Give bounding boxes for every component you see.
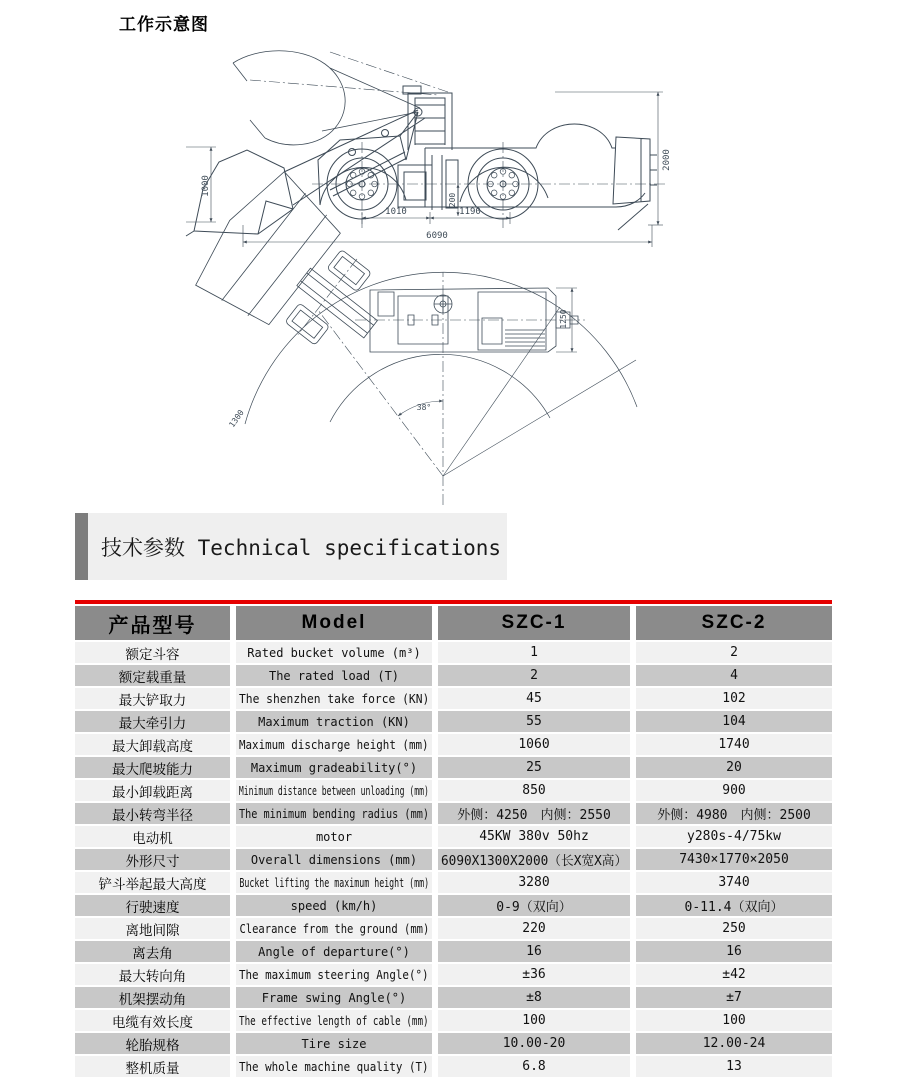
table-cell-szc2	[636, 895, 832, 916]
header-model-en: Model	[236, 606, 432, 640]
table-cell-cn	[75, 849, 230, 870]
table-cell-szc1	[438, 711, 630, 732]
table-cell-szc2	[636, 849, 832, 870]
table-cell-text: 100	[722, 1013, 746, 1028]
table-cell-szc2	[636, 987, 832, 1008]
table-cell-cn	[75, 780, 230, 801]
table-cell-text: 最大转向角	[118, 968, 187, 984]
table-cell-szc1	[438, 757, 630, 778]
table-row	[75, 1010, 832, 1031]
table-cell-szc2	[636, 941, 832, 962]
table-cell-text: 55	[526, 714, 542, 729]
table-cell-cn	[75, 642, 230, 663]
table-cell-en	[236, 665, 432, 686]
table-cell-text: 行驶速度	[125, 899, 180, 915]
table-cell-text: Angle of departure(°)	[258, 944, 410, 959]
table-row	[75, 872, 832, 893]
table-cell-en	[236, 803, 432, 824]
table-cell-szc1	[438, 803, 630, 824]
table-cell-text: 7430×1770×2050	[679, 852, 789, 867]
table-cell-text: The shenzhen take force (KN)	[238, 691, 430, 706]
table-cell-text: 6090X1300X2000（长X宽X高）	[440, 854, 628, 869]
table-cell-text: Clearance from the ground (mm)	[239, 921, 429, 936]
table-cell-szc2	[636, 803, 832, 824]
table-cell-text: 100	[522, 1013, 546, 1028]
table-cell-text: 1	[530, 645, 538, 660]
table-cell-cn	[75, 895, 230, 916]
table-cell-szc2	[636, 665, 832, 686]
table-cell-cn	[75, 734, 230, 755]
table-cell-text: Maximum traction (KN)	[258, 714, 410, 729]
table-cell-text: 12.00-24	[702, 1036, 766, 1051]
table-cell-text: 900	[722, 783, 746, 798]
table-cell-szc1	[438, 872, 630, 893]
table-cell-text: 离地间隙	[125, 922, 180, 938]
table-row	[75, 941, 832, 962]
table-cell-text: 45KW 380v 50hz	[479, 829, 589, 844]
table-top-rule	[75, 600, 832, 604]
table-cell-szc1	[438, 780, 630, 801]
table-cell-text: 最大卸载高度	[112, 738, 193, 754]
table-cell-text: 13	[726, 1059, 742, 1074]
table-cell-text: 850	[522, 783, 546, 798]
table-cell-text: 250	[722, 921, 746, 936]
table-cell-text: 25	[526, 760, 542, 775]
table-cell-en	[236, 872, 432, 893]
table-cell-text: 最大爬坡能力	[112, 761, 193, 777]
table-cell-cn	[75, 665, 230, 686]
table-cell-text: The rated load (T)	[268, 668, 400, 683]
table-cell-szc2	[636, 780, 832, 801]
table-cell-en	[236, 918, 432, 939]
table-cell-szc1	[438, 849, 630, 870]
table-cell-text: 外侧：4980 内侧：2500	[657, 808, 811, 823]
table-cell-szc2	[636, 642, 832, 663]
table-cell-text: 额定斗容	[125, 646, 180, 662]
table-cell-szc1	[438, 826, 630, 847]
table-cell-szc1	[438, 642, 630, 663]
table-cell-text: Tire size	[301, 1036, 367, 1051]
table-cell-text: Minimum distance between unloading (mm)	[239, 783, 429, 798]
table-cell-cn	[75, 1010, 230, 1031]
table-row	[75, 895, 832, 916]
table-cell-cn	[75, 711, 230, 732]
table-cell-text: 最大牵引力	[118, 715, 187, 731]
table-cell-text: ±8	[526, 990, 542, 1005]
table-row	[75, 964, 832, 985]
spec-table-body	[75, 642, 832, 1077]
table-cell-szc2	[636, 711, 832, 732]
table-cell-cn	[75, 918, 230, 939]
table-cell-text: 最小转弯半径	[112, 807, 193, 823]
table-cell-text: 45	[526, 691, 542, 706]
table-cell-text: 2	[530, 668, 538, 683]
header-szc2: SZC-2	[636, 606, 832, 640]
table-cell-text: speed (km/h)	[290, 898, 378, 913]
table-cell-text: 最小卸载距离	[112, 784, 193, 800]
table-cell-text: 电缆有效长度	[112, 1014, 193, 1030]
table-cell-szc1	[438, 1033, 630, 1054]
table-cell-cn	[75, 803, 230, 824]
spec-table	[75, 600, 832, 1079]
header-szc1: SZC-1	[438, 606, 630, 640]
table-cell-text: 机架摆动角	[118, 991, 187, 1007]
table-cell-cn	[75, 1056, 230, 1077]
header-product-model-cn: 产品型号	[75, 606, 230, 640]
side-view-drawing	[186, 51, 672, 247]
table-cell-szc2	[636, 757, 832, 778]
table-cell-text: The whole machine quality (T)	[239, 1059, 429, 1074]
table-cell-cn	[75, 1033, 230, 1054]
table-cell-text: Bucket lifting the maximum height (mm)	[239, 875, 429, 890]
table-cell-text: 20	[726, 760, 742, 775]
table-cell-text: 3740	[718, 875, 750, 890]
table-cell-text: 0-9（双向）	[496, 900, 572, 915]
table-cell-en	[236, 1010, 432, 1031]
table-cell-en	[236, 757, 432, 778]
table-cell-en	[236, 941, 432, 962]
table-cell-en	[236, 711, 432, 732]
table-cell-text: Rated bucket volume (m³)	[247, 645, 421, 660]
table-cell-text: y280s-4/75kw	[687, 829, 781, 844]
table-cell-szc1	[438, 941, 630, 962]
table-cell-text: 16	[726, 944, 742, 959]
table-cell-szc1	[438, 665, 630, 686]
table-cell-text: 外侧：4250 内侧：2550	[457, 808, 611, 823]
table-cell-text: The minimum bending radius (mm)	[239, 806, 429, 821]
table-cell-szc1	[438, 918, 630, 939]
table-cell-text: Maximum discharge height (mm)	[239, 737, 429, 752]
table-cell-text: The effective length of cable (mm)	[239, 1013, 429, 1028]
table-cell-text: 最大铲取力	[118, 692, 187, 708]
table-cell-en	[236, 826, 432, 847]
table-cell-en	[236, 895, 432, 916]
table-row	[75, 757, 832, 778]
table-cell-szc2	[636, 964, 832, 985]
dim-articulation-angle: 38°	[416, 403, 432, 412]
table-cell-text: 2	[730, 645, 738, 660]
table-row	[75, 665, 832, 686]
table-cell-text: 16	[526, 944, 542, 959]
raised-bucket-outline	[233, 51, 420, 145]
table-cell-en	[236, 1056, 432, 1077]
dim-overall-length: 6090	[426, 231, 448, 241]
table-cell-szc2	[636, 1033, 832, 1054]
table-cell-text: 电动机	[132, 830, 173, 846]
table-cell-text: Maximum gradeability(°)	[250, 760, 418, 775]
table-cell-szc2	[636, 1056, 832, 1077]
dim-clearance: 200	[448, 192, 457, 208]
table-cell-szc2	[636, 918, 832, 939]
table-cell-text: 轮胎规格	[125, 1037, 180, 1053]
table-row	[75, 711, 832, 732]
table-row	[75, 826, 832, 847]
table-row	[75, 1033, 832, 1054]
table-cell-text: 102	[722, 691, 746, 706]
table-cell-text: 离去角	[132, 945, 173, 961]
dim-front-axle-to-hinge: 1010	[385, 207, 407, 217]
table-cell-szc1	[438, 987, 630, 1008]
table-cell-en	[236, 1033, 432, 1054]
table-row	[75, 780, 832, 801]
table-cell-cn	[75, 872, 230, 893]
table-cell-text: 铲斗举起最大高度	[98, 876, 207, 892]
table-cell-szc1	[438, 964, 630, 985]
table-cell-text: ±7	[726, 990, 742, 1005]
table-cell-text: 220	[522, 921, 546, 936]
table-row	[75, 642, 832, 663]
table-cell-cn	[75, 688, 230, 709]
table-cell-text: ±36	[522, 967, 546, 982]
table-cell-text: 104	[722, 714, 746, 729]
table-cell-text: Overall dimensions (mm)	[250, 852, 418, 867]
table-cell-text: 6.8	[522, 1059, 546, 1074]
table-cell-text: 10.00-20	[502, 1036, 566, 1051]
working-diagram	[0, 0, 899, 512]
table-cell-cn	[75, 987, 230, 1008]
canopy-outline	[403, 86, 452, 150]
table-cell-en	[236, 987, 432, 1008]
dim-overall-height: 2000	[662, 149, 672, 171]
table-cell-text: 额定载重量	[118, 669, 187, 685]
table-cell-text: The maximum steering Angle(°)	[239, 967, 429, 982]
table-cell-cn	[75, 941, 230, 962]
table-cell-text: 3280	[518, 875, 550, 890]
table-cell-szc1	[438, 734, 630, 755]
dim-bucket-height: 1000	[201, 175, 211, 197]
table-cell-en	[236, 642, 432, 663]
dim-bucket-width: 1300	[227, 408, 246, 430]
section-heading: 技术参数 Technical specifications	[101, 535, 502, 560]
table-cell-szc1	[438, 1010, 630, 1031]
table-cell-text: 整机质量	[125, 1060, 180, 1076]
table-row	[75, 734, 832, 755]
dim-hinge-to-rear-axle: 1190	[459, 207, 481, 217]
table-cell-en	[236, 964, 432, 985]
table-row	[75, 688, 832, 709]
table-cell-en	[236, 780, 432, 801]
table-cell-szc1	[438, 688, 630, 709]
table-cell-text: 0-11.4（双向）	[684, 900, 784, 915]
table-row	[75, 987, 832, 1008]
table-cell-szc2	[636, 826, 832, 847]
table-row	[75, 803, 832, 824]
table-cell-en	[236, 849, 432, 870]
table-cell-szc1	[438, 895, 630, 916]
table-cell-cn	[75, 826, 230, 847]
table-header-row	[75, 606, 832, 640]
table-cell-cn	[75, 757, 230, 778]
table-cell-szc2	[636, 688, 832, 709]
table-cell-text: ±42	[722, 967, 746, 982]
page-title: 工作示意图	[119, 15, 209, 34]
table-row	[75, 1056, 832, 1077]
table-row	[75, 849, 832, 870]
top-view-drawing	[185, 164, 637, 505]
table-cell-text: 4	[730, 668, 738, 683]
dim-inner-width: 1250	[559, 309, 568, 329]
table-cell-text: motor	[315, 829, 353, 844]
table-cell-text: 1060	[518, 737, 550, 752]
section-banner	[75, 513, 507, 580]
table-cell-cn	[75, 964, 230, 985]
table-cell-text: 1740	[718, 737, 750, 752]
table-cell-szc2	[636, 734, 832, 755]
plan-front-section	[185, 164, 414, 387]
table-cell-text: Frame swing Angle(°)	[261, 990, 407, 1005]
table-cell-en	[236, 688, 432, 709]
table-cell-szc2	[636, 872, 832, 893]
banner-accent-bar	[75, 513, 88, 580]
table-row	[75, 918, 832, 939]
table-cell-en	[236, 734, 432, 755]
table-cell-szc2	[636, 1010, 832, 1031]
table-cell-szc1	[438, 1056, 630, 1077]
table-cell-text: 外形尺寸	[125, 853, 180, 869]
